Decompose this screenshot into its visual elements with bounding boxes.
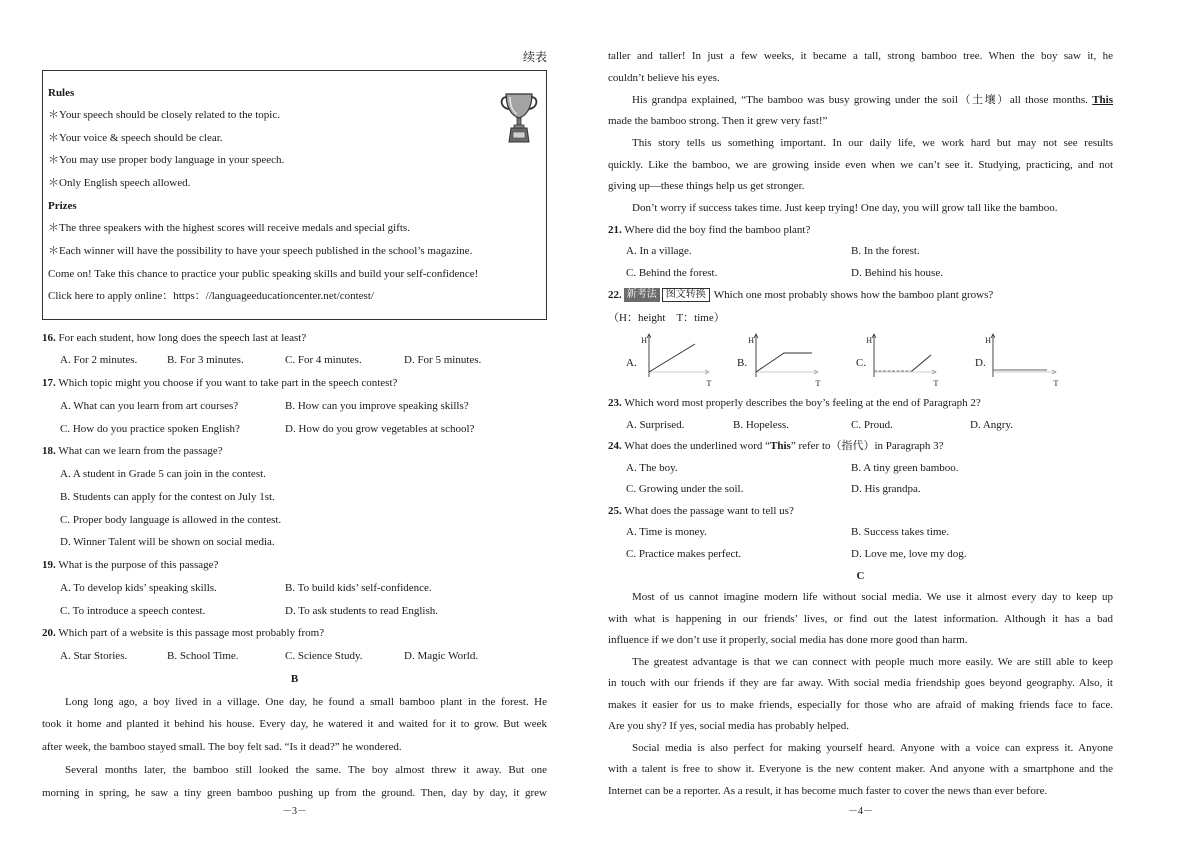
call-to-action: Come on! Take this chance to practice your public speaking skills and build your self-confidence! bbox=[48, 267, 479, 280]
graph-option-label: B. bbox=[737, 357, 748, 369]
option-d[interactable]: D. Angry. bbox=[970, 418, 1013, 431]
graph-x-axis-label: T bbox=[933, 379, 939, 388]
option-d[interactable]: D. Love me, love my dog. bbox=[851, 548, 967, 561]
passage-line: in touch with our friends if they are far away. With social media friendship goes beyond geography. Also, it bbox=[608, 677, 1113, 690]
question-number: 18. bbox=[42, 445, 56, 458]
section-c-heading: C bbox=[856, 569, 865, 582]
new-exam-type-tag: 新考法 bbox=[624, 288, 660, 302]
prize-item: ＊Each winner will have the possibility to have your speech published in the school’s magazine. bbox=[48, 245, 473, 258]
question-25-options-row-1 bbox=[608, 522, 1113, 544]
graph-x-axis-label: T bbox=[815, 379, 821, 388]
question-17-options-row-1 bbox=[42, 395, 547, 418]
question-text: Which word most properly describes the boy’s feeling at the end of Paragraph 2? bbox=[624, 397, 981, 410]
passage-line: influence if we don’t use it properly, social media has done more good than harm. bbox=[608, 634, 968, 647]
graph-d[interactable] bbox=[975, 334, 1059, 388]
question-19-stem bbox=[42, 554, 547, 577]
page-number-left: －3－ bbox=[282, 806, 307, 817]
passage-line: made the bamboo strong. Then it grew very fast!” bbox=[608, 115, 828, 128]
passage-line: with a talent is free to show it. Everyone is the new content maker. And anyone with a smartphone and the bbox=[608, 763, 1113, 776]
section-b-heading: B bbox=[290, 672, 299, 685]
passage-line: Are you shy? If yes, social media has probably helped. bbox=[608, 720, 850, 733]
question-22-graphs bbox=[620, 328, 1070, 390]
option-a[interactable]: A. The boy. bbox=[626, 461, 678, 474]
question-number: 21. bbox=[608, 223, 622, 236]
continued-table-label: 续表 bbox=[522, 50, 547, 64]
graph-curve bbox=[649, 344, 695, 372]
option-a[interactable]: A. To develop kids’ speaking skills. bbox=[60, 581, 217, 594]
question-25-options-row-2 bbox=[608, 544, 1113, 566]
option-c[interactable]: C. For 4 minutes. bbox=[285, 354, 362, 367]
option-c[interactable]: C. Practice makes perfect. bbox=[626, 548, 742, 561]
option-b[interactable]: B. Hopeless. bbox=[733, 418, 789, 431]
passage-line: The greatest advantage is that we can connect with people much more easily. We are still able to keep bbox=[632, 655, 1113, 668]
passage-line bbox=[608, 90, 1113, 112]
graph-c[interactable] bbox=[856, 334, 939, 388]
option-b[interactable]: B. How can you improve speaking skills? bbox=[285, 399, 469, 412]
question-16-options bbox=[42, 349, 547, 372]
question-18-stem bbox=[42, 440, 547, 463]
question-19-options-row-1 bbox=[42, 577, 547, 600]
passage-line: taller and taller! In just a few weeks, it became a tall, strong bamboo tree. When the boy saw it, he bbox=[608, 50, 1113, 63]
option-b[interactable]: B. In the forest. bbox=[851, 245, 920, 258]
question-text: ” refer to（指代）in Paragraph 3? bbox=[790, 440, 944, 453]
question-text: What does the passage want to tell us? bbox=[624, 504, 794, 517]
option-c[interactable]: C. Proper body language is allowed in the contest. bbox=[60, 513, 282, 526]
graph-a[interactable] bbox=[626, 334, 712, 388]
question-text: For each student, how long does the speech last at least? bbox=[58, 331, 307, 344]
trophy-icon bbox=[499, 91, 539, 145]
trophy-plate bbox=[513, 132, 525, 138]
question-20-stem bbox=[42, 622, 547, 645]
option-b[interactable]: B. School Time. bbox=[167, 650, 239, 663]
rules-heading: Rules bbox=[48, 86, 75, 99]
passage-line: Don’t worry if success takes time. Just keep trying! One day, you will grow tall like the bamboo. bbox=[632, 202, 1058, 214]
question-19-options-row-2 bbox=[42, 600, 547, 623]
passage-line: quickly. Like the bamboo, we are growing inside even when we can’t see it. Studying, practicing, and not bbox=[608, 158, 1113, 171]
option-c[interactable]: C. Proud. bbox=[851, 418, 893, 431]
question-text: Which topic might you choose if you want to take part in the speech contest? bbox=[58, 377, 398, 390]
question-16-stem bbox=[42, 327, 547, 350]
option-a[interactable]: A. Surprised. bbox=[626, 418, 685, 431]
graph-y-axis-label: H bbox=[985, 336, 991, 345]
left-question-block bbox=[42, 327, 547, 805]
option-a[interactable]: A. For 2 minutes. bbox=[60, 354, 138, 367]
option-d[interactable]: D. For 5 minutes. bbox=[404, 354, 482, 367]
question-21-stem bbox=[608, 220, 1113, 242]
passage-line: after week, the bamboo stayed small. The boy felt sad. “Is it dead?” he wondered. bbox=[42, 741, 402, 754]
prize-item: ＊The three speakers with the highest scores will receive medals and special gifts. bbox=[48, 222, 410, 235]
question-text: What is the purpose of this passage? bbox=[58, 559, 219, 572]
apply-link-text: Click here to apply online：https：//languageeducationcenter.net/contest/ bbox=[48, 290, 374, 303]
option-b[interactable]: B. A tiny green bamboo. bbox=[851, 461, 959, 474]
graph-y-axis-label: H bbox=[641, 336, 647, 345]
question-text: Which one most probably shows how the bamboo plant grows? bbox=[713, 288, 994, 301]
passage-line: couldn’t believe his eyes. bbox=[608, 71, 720, 84]
graph-curve bbox=[756, 353, 812, 372]
option-d[interactable]: D. To ask students to read English. bbox=[285, 604, 439, 617]
graph-x-axis-label: T bbox=[1053, 379, 1059, 388]
underlined-word: This bbox=[1092, 93, 1113, 106]
question-24-options-row-2 bbox=[608, 479, 1113, 501]
question-21-options-row-2 bbox=[608, 263, 1113, 285]
question-text: Which part of a website is this passage most probably from? bbox=[58, 627, 325, 640]
question-number: 24. bbox=[608, 440, 622, 453]
question-17-options-row-2 bbox=[42, 418, 547, 441]
page-number-right: －4－ bbox=[848, 806, 873, 817]
graph-b[interactable] bbox=[737, 334, 821, 388]
question-number: 16. bbox=[42, 331, 56, 344]
passage-line: morning in spring, he saw a tiny green bamboo pushing up from the ground. Then, day by day, it grew bbox=[42, 786, 547, 799]
graph-curve-rise bbox=[912, 355, 931, 371]
passage-line: giving up—these things help us get stronger. bbox=[608, 180, 805, 193]
passage-line: This story tells us something important. In our daily life, we work hard but may not see results bbox=[632, 136, 1113, 149]
question-24-stem bbox=[608, 436, 1113, 458]
question-text: What can we learn from the passage? bbox=[58, 445, 223, 458]
option-c[interactable]: C. Science Study. bbox=[285, 650, 363, 663]
option-c[interactable]: C. Growing under the soil. bbox=[626, 483, 744, 496]
prizes-heading: Prizes bbox=[48, 199, 77, 212]
passage-line: Social media is also perfect for making yourself heard. Anyone with a voice can express it. Anyone bbox=[632, 741, 1113, 754]
graph-option-label: D. bbox=[975, 357, 986, 369]
question-23-options bbox=[608, 415, 1113, 437]
quoted-word: This bbox=[770, 440, 791, 453]
graph-option-label: C. bbox=[856, 357, 867, 369]
passage-line: with what is happening in our friends’ lives, or find out the latest information. Although it has a bad bbox=[608, 612, 1113, 625]
passage-line: Internet can be a reporter. As a result, it has become much faster to cover the news than ever before. bbox=[608, 785, 1048, 798]
question-22-stem bbox=[608, 285, 1113, 307]
question-number: 20. bbox=[42, 627, 56, 640]
passage-line: makes it easier for us to make friends, especially for those who are afraid of making friends face to face. bbox=[608, 698, 1113, 711]
option-a[interactable]: A. A student in Grade 5 can join in the contest. bbox=[60, 468, 266, 481]
graph-text-conversion-tag: 图文转换 bbox=[662, 288, 710, 302]
contest-notice-box bbox=[42, 70, 547, 320]
question-number: 22. bbox=[608, 288, 622, 301]
passage-line: Long long ago, a boy lived in a village. One day, he found a small bamboo plant in the forest. He bbox=[65, 695, 547, 708]
option-c[interactable]: C. To introduce a speech contest. bbox=[60, 604, 206, 617]
question-17-stem bbox=[42, 372, 547, 395]
question-text: What does the underlined word “ bbox=[624, 440, 771, 453]
option-d[interactable]: D. Winner Talent will be shown on social media. bbox=[60, 536, 275, 549]
question-21-options-row-1 bbox=[608, 241, 1113, 263]
option-d[interactable]: D. Magic World. bbox=[404, 650, 479, 663]
question-25-stem bbox=[608, 501, 1113, 523]
right-bottom-block bbox=[608, 393, 1113, 802]
option-d[interactable]: D. Behind his house. bbox=[851, 267, 943, 280]
passage-line: Several months later, the bamboo still looked the same. The boy almost threw it away. But one bbox=[65, 763, 547, 776]
option-b[interactable]: B. To build kids’ self-confidence. bbox=[285, 581, 432, 594]
rule-item: ＊Your speech should be closely related to the topic. bbox=[48, 109, 280, 122]
question-20-options bbox=[42, 645, 547, 668]
option-d[interactable]: D. How do you grow vegetables at school? bbox=[285, 422, 475, 435]
passage-line: took it home and planted it behind his house. Every day, he watered it and waited for it to grow. But week bbox=[42, 718, 547, 731]
rule-item: ＊Your voice & speech should be clear. bbox=[48, 131, 223, 144]
question-number: 19. bbox=[42, 559, 56, 572]
question-text: Where did the boy find the bamboo plant? bbox=[624, 223, 811, 236]
passage-line: Most of us cannot imagine modern life without social media. We use it almost every day to keep up bbox=[632, 591, 1113, 604]
rule-item: ＊Only English speech allowed. bbox=[48, 177, 191, 190]
option-c[interactable]: C. Behind the forest. bbox=[626, 267, 718, 280]
passage-text: His grandpa explained, “The bamboo was busy growing under the soil（土壤）all those months. bbox=[632, 93, 1088, 106]
question-24-options-row-1 bbox=[608, 458, 1113, 480]
graph-y-axis-label: H bbox=[748, 336, 754, 345]
question-number: 25. bbox=[608, 504, 622, 517]
question-number: 23. bbox=[608, 397, 622, 410]
option-b[interactable]: B. For 3 minutes. bbox=[167, 354, 244, 367]
rule-item: ＊You may use proper body language in your speech. bbox=[48, 154, 285, 167]
graph-option-label: A. bbox=[626, 357, 637, 369]
option-b[interactable]: B. Success takes time. bbox=[851, 526, 950, 539]
graph-x-axis-label: T bbox=[706, 379, 712, 388]
option-a[interactable]: A. What can you learn from art courses? bbox=[60, 399, 239, 412]
graph-y-axis-label: H bbox=[866, 336, 872, 345]
right-top-block bbox=[608, 46, 1113, 330]
question-number: 17. bbox=[42, 377, 56, 390]
option-b[interactable]: B. Students can apply for the contest on July 1st. bbox=[60, 490, 275, 503]
option-d[interactable]: D. His grandpa. bbox=[851, 483, 921, 496]
option-c[interactable]: C. How do you practice spoken English? bbox=[60, 422, 240, 435]
option-a[interactable]: A. Star Stories. bbox=[60, 650, 128, 663]
option-a[interactable]: A. Time is money. bbox=[626, 526, 707, 539]
graph-legend: （H：height T：time） bbox=[608, 312, 725, 325]
option-a[interactable]: A. In a village. bbox=[626, 245, 692, 258]
question-23-stem bbox=[608, 393, 1113, 415]
